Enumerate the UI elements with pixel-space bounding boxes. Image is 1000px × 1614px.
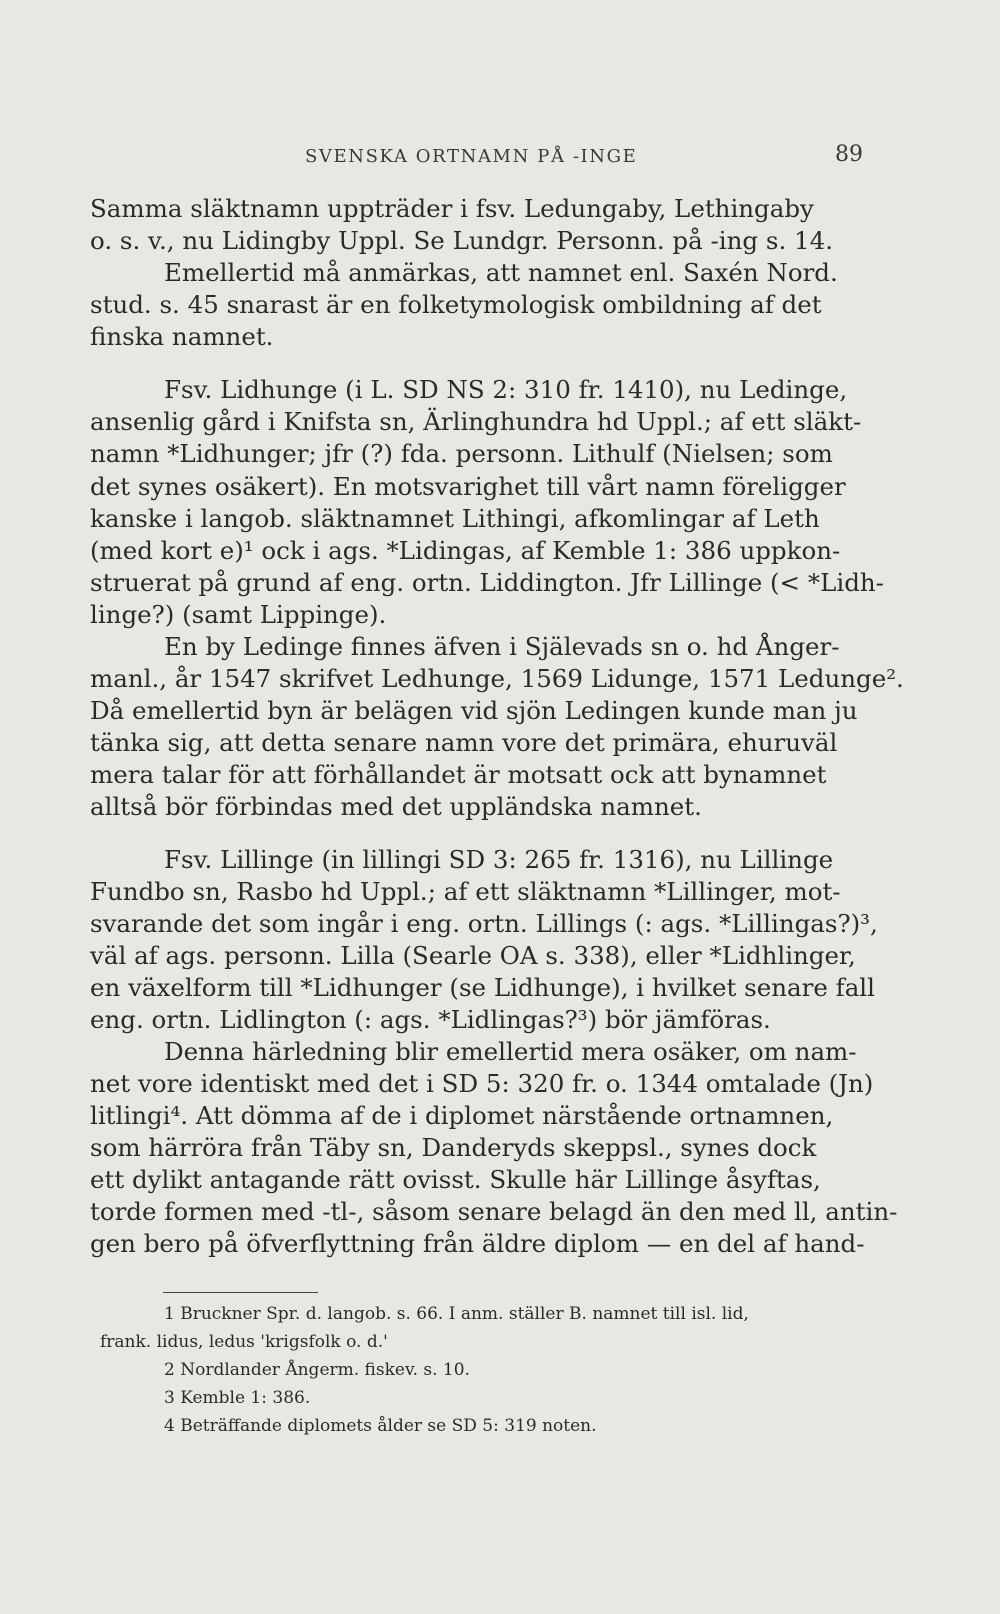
body-line: kanske i langob. släktnamnet Lithingi, afkomlingar af Leth — [90, 504, 820, 533]
body-line: en växelform till *Lidhunger (se Lidhunge), i hvilket senare fall — [90, 973, 875, 1002]
body-line: o. s. v., nu Lidingby Uppl. Se Lundgr. Personn. på -ing s. 14. — [90, 226, 833, 255]
page-number: 89 — [835, 142, 863, 167]
body-line: Fsv. Lidhunge (i L. SD NS 2: 310 fr. 1410), nu Ledinge, — [164, 375, 848, 404]
body-line: struerat på grund af eng. ortn. Liddington. Jfr Lillinge (< *Lidh- — [90, 568, 884, 597]
body-line: ansenlig gård i Knifsta sn, Ärlinghundra hd Uppl.; af ett släkt- — [90, 407, 862, 436]
body-line: Samma släktnamn uppträder i fsv. Ledungaby, Lethingaby — [90, 194, 814, 223]
body-line: Då emellertid byn är belägen vid sjön Ledingen kunde man ju — [90, 696, 858, 725]
body-line: svarande det som ingår i eng. ortn. Lillings (: ags. *Lillingas?)³, — [90, 909, 878, 938]
body-line: torde formen med -tl-, såsom senare belagd än den med ll, antin- — [90, 1197, 898, 1226]
body-line: En by Ledinge finnes äfven i Själevads sn o. hd Ånger- — [164, 632, 840, 661]
body-line: Emellertid må anmärkas, att namnet enl. Saxén Nord. — [164, 258, 838, 287]
footnote-line: 3 Kemble 1: 386. — [164, 1388, 311, 1408]
body-line: linge?) (samt Lippinge). — [90, 600, 387, 629]
body-line: litlingi⁴. Att dömma af de i diplomet närstående ortnamnen, — [90, 1101, 834, 1130]
body-line: eng. ortn. Lidlington (: ags. *Lidlingas?³) bör jämföras. — [90, 1005, 771, 1034]
footnote-line: 2 Nordlander Ångerm. fiskev. s. 10. — [164, 1360, 470, 1380]
body-line: stud. s. 45 snarast är en folketymologisk ombildning af det — [90, 290, 822, 319]
body-line: det synes osäkert). En motsvarighet till vårt namn föreligger — [90, 472, 846, 501]
body-line: net vore identiskt med det i SD 5: 320 fr. o. 1344 omtalade (Jn) — [90, 1069, 874, 1098]
body-line: Denna härledning blir emellertid mera osäker, om nam- — [164, 1037, 857, 1066]
running-title: SVENSKA ORTNAMN PÅ -INGE — [305, 146, 638, 167]
footnote-divider — [163, 1292, 318, 1293]
body-line: namn *Lidhunger; jfr (?) fda. personn. Lithulf (Nielsen; som — [90, 439, 833, 468]
footnote-line: frank. lidus, ledus 'krigsfolk o. d.' — [100, 1332, 388, 1352]
body-line: som härröra från Täby sn, Danderyds skeppsl., synes dock — [90, 1133, 817, 1162]
running-head — [0, 142, 1000, 172]
body-line: (med kort e)¹ ock i ags. *Lidingas, af Kemble 1: 386 uppkon- — [90, 536, 841, 565]
body-line: tänka sig, att detta senare namn vore det primära, ehuruväl — [90, 728, 838, 757]
body-line: ett dylikt antagande rätt ovisst. Skulle här Lillinge åsyftas, — [90, 1165, 821, 1194]
body-line: manl., år 1547 skrifvet Ledhunge, 1569 Lidunge, 1571 Ledunge². — [90, 664, 904, 693]
body-line: Fundbo sn, Rasbo hd Uppl.; af ett släktnamn *Lillinger, mot- — [90, 877, 841, 906]
body-line: gen bero på öfverflyttning från äldre diplom — en del af hand- — [90, 1229, 865, 1258]
body-line: finska namnet. — [90, 322, 274, 351]
body-line: alltså bör förbindas med det uppländska namnet. — [90, 792, 702, 821]
body-line: väl af ags. personn. Lilla (Searle OA s. 338), eller *Lidhlinger, — [90, 941, 856, 970]
footnote-line: 1 Bruckner Spr. d. langob. s. 66. I anm. ställer B. namnet till isl. lid, — [164, 1304, 749, 1324]
footnote-line: 4 Beträffande diplomets ålder se SD 5: 319 noten. — [164, 1416, 597, 1436]
body-line: Fsv. Lillinge (in lillingi SD 3: 265 fr. 1316), nu Lillinge — [164, 845, 834, 874]
body-line: mera talar för att förhållandet är motsatt ock att bynamnet — [90, 760, 827, 789]
